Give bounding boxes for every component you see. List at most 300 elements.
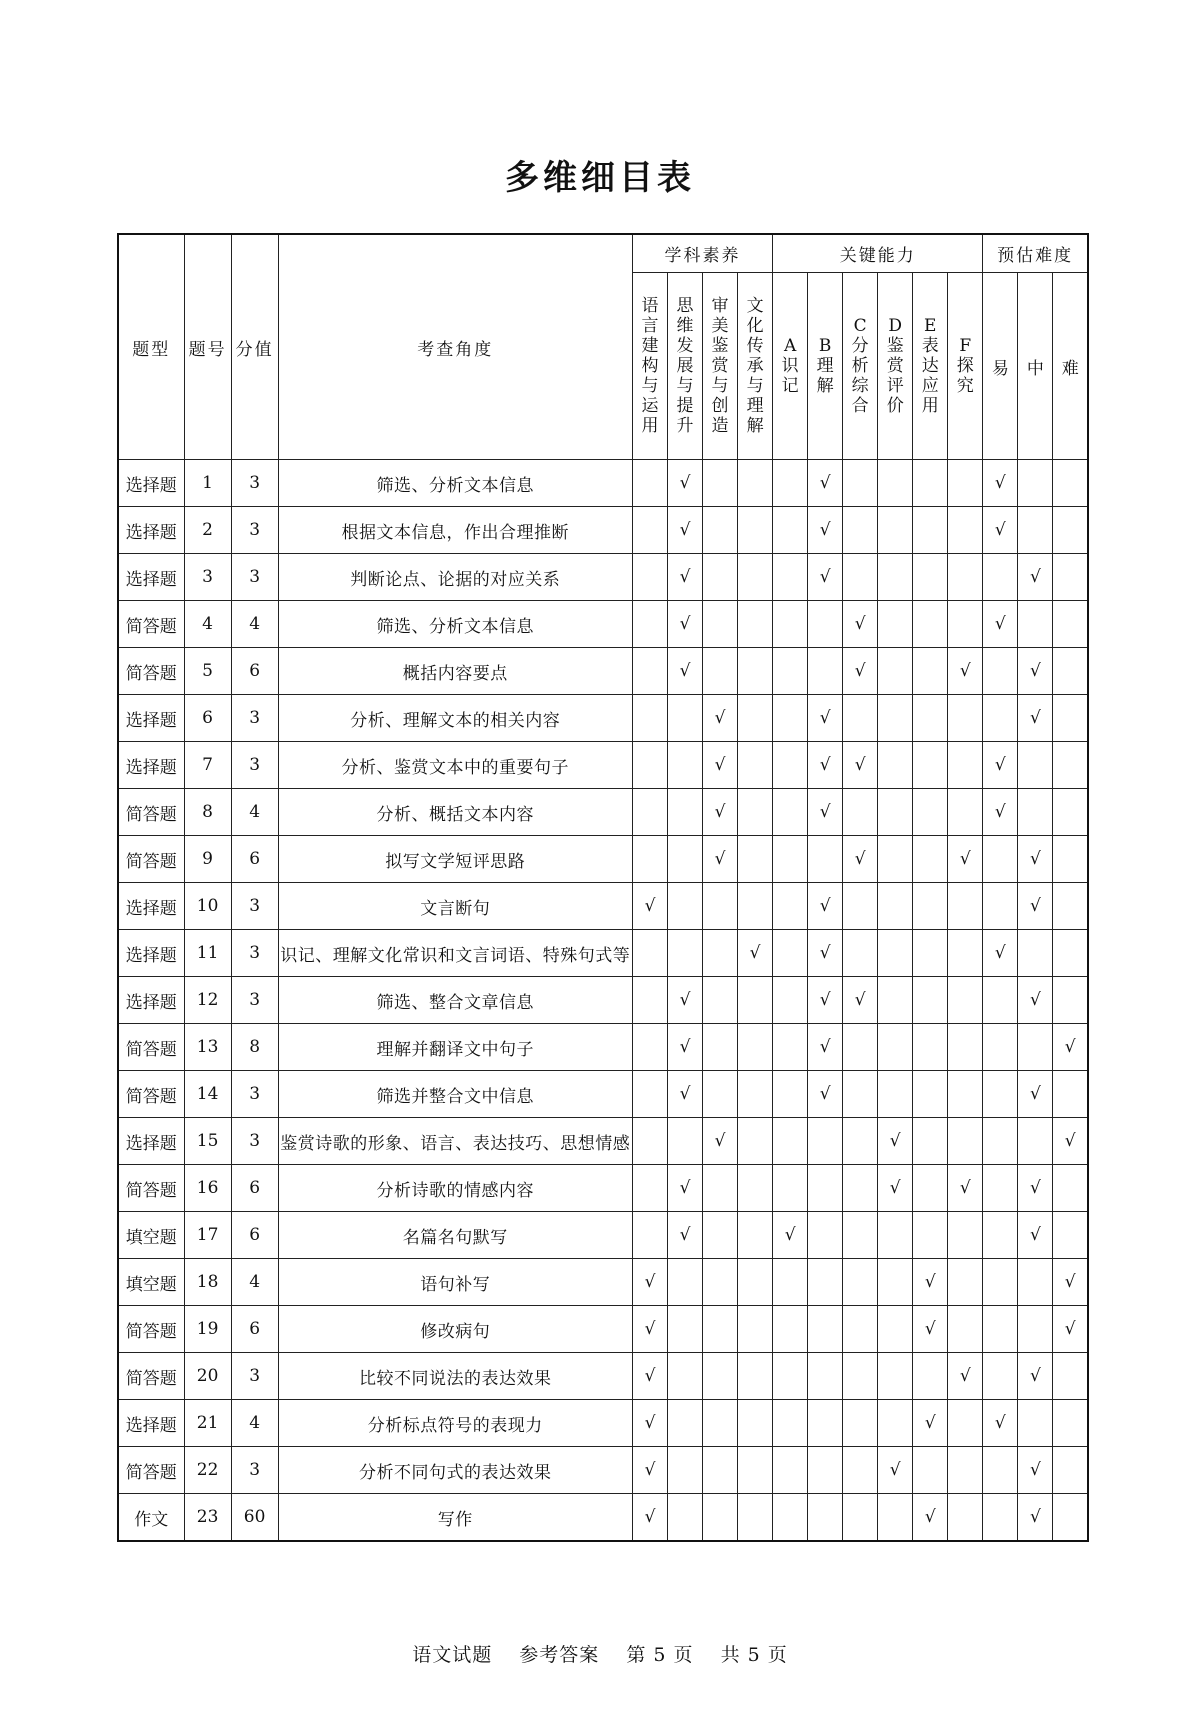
check-cell-literacy-3 — [703, 1494, 738, 1542]
check-cell-ability-1 — [773, 460, 808, 507]
check-cell-ability-4 — [878, 1259, 913, 1306]
check-mark: √ — [679, 1178, 691, 1198]
check-cell-ability-5 — [913, 507, 948, 554]
check-cell-difficulty-2 — [1018, 1259, 1053, 1306]
check-cell-ability-4 — [878, 507, 913, 554]
check-cell-literacy-4 — [738, 742, 773, 789]
row-score: 3 — [231, 1071, 278, 1118]
header-group-ability: 关键能力 — [773, 234, 983, 273]
check-mark: √ — [1029, 708, 1041, 728]
check-cell-ability-3 — [843, 554, 878, 601]
check-cell-ability-1 — [773, 883, 808, 930]
check-cell-literacy-1 — [632, 789, 667, 836]
check-cell-ability-3 — [843, 789, 878, 836]
row-angle: 分析诗歌的情感内容 — [278, 1165, 632, 1212]
check-cell-difficulty-1 — [983, 883, 1018, 930]
check-cell-ability-3 — [843, 695, 878, 742]
check-mark: √ — [854, 755, 866, 775]
check-cell-ability-3 — [843, 648, 878, 695]
row-angle: 语句补写 — [278, 1259, 632, 1306]
check-cell-ability-1 — [773, 1259, 808, 1306]
footer-page: 第 5 页 — [626, 1644, 694, 1666]
check-cell-ability-5 — [913, 1306, 948, 1353]
check-cell-ability-5 — [913, 930, 948, 977]
check-mark: √ — [819, 708, 831, 728]
row-score: 3 — [231, 1118, 278, 1165]
check-cell-literacy-3 — [703, 883, 738, 930]
check-cell-literacy-4 — [738, 1071, 773, 1118]
check-cell-ability-5 — [913, 460, 948, 507]
check-cell-ability-3 — [843, 1400, 878, 1447]
check-mark: √ — [679, 1084, 691, 1104]
check-cell-ability-2 — [808, 554, 843, 601]
check-cell-ability-6 — [948, 883, 983, 930]
check-cell-ability-4 — [878, 883, 913, 930]
check-cell-difficulty-1 — [983, 695, 1018, 742]
check-cell-difficulty-1 — [983, 1353, 1018, 1400]
check-cell-ability-2 — [808, 648, 843, 695]
check-mark: √ — [679, 1225, 691, 1245]
check-cell-literacy-2 — [668, 1494, 703, 1542]
table-row — [118, 1118, 1088, 1165]
check-cell-ability-6 — [948, 789, 983, 836]
check-cell-difficulty-1 — [983, 930, 1018, 977]
row-number: 9 — [184, 836, 231, 883]
check-cell-literacy-1 — [632, 836, 667, 883]
check-cell-ability-1 — [773, 836, 808, 883]
check-mark: √ — [994, 473, 1006, 493]
check-cell-difficulty-3 — [1053, 1494, 1088, 1542]
check-cell-ability-2 — [808, 1306, 843, 1353]
check-mark: √ — [1029, 1084, 1041, 1104]
check-cell-ability-6 — [948, 930, 983, 977]
check-mark: √ — [714, 708, 726, 728]
row-number: 12 — [184, 977, 231, 1024]
footer-answer: 参考答案 — [519, 1644, 600, 1666]
row-number: 6 — [184, 695, 231, 742]
header-literacy-4: 文化传承与理解 — [746, 296, 764, 436]
check-cell-difficulty-2 — [1018, 648, 1053, 695]
row-angle: 分析、概括文本内容 — [278, 789, 632, 836]
header-ability-b: B理解 — [816, 336, 834, 396]
check-mark: √ — [1064, 1131, 1076, 1151]
check-cell-literacy-2 — [668, 1071, 703, 1118]
check-cell-difficulty-2 — [1018, 1212, 1053, 1259]
check-cell-ability-5 — [913, 883, 948, 930]
check-cell-literacy-1 — [632, 648, 667, 695]
check-cell-difficulty-3 — [1053, 507, 1088, 554]
check-cell-ability-2 — [808, 1212, 843, 1259]
check-cell-literacy-1 — [632, 507, 667, 554]
check-cell-difficulty-3 — [1053, 460, 1088, 507]
check-cell-literacy-3 — [703, 789, 738, 836]
check-cell-literacy-1 — [632, 554, 667, 601]
check-cell-literacy-4 — [738, 836, 773, 883]
row-score: 3 — [231, 742, 278, 789]
check-cell-ability-2 — [808, 1353, 843, 1400]
check-cell-ability-4 — [878, 554, 913, 601]
row-number: 2 — [184, 507, 231, 554]
check-mark: √ — [819, 1084, 831, 1104]
check-mark: √ — [679, 473, 691, 493]
check-cell-literacy-2 — [668, 1212, 703, 1259]
check-cell-difficulty-3 — [1053, 883, 1088, 930]
check-cell-literacy-4 — [738, 1024, 773, 1071]
check-cell-literacy-4 — [738, 460, 773, 507]
check-cell-ability-4 — [878, 1118, 913, 1165]
row-angle: 判断论点、论据的对应关系 — [278, 554, 632, 601]
row-number: 15 — [184, 1118, 231, 1165]
check-cell-difficulty-2 — [1018, 883, 1053, 930]
check-cell-ability-6 — [948, 507, 983, 554]
check-cell-difficulty-2 — [1018, 836, 1053, 883]
check-cell-ability-1 — [773, 1118, 808, 1165]
check-cell-ability-1 — [773, 1447, 808, 1494]
check-cell-ability-2 — [808, 930, 843, 977]
check-mark: √ — [889, 1131, 901, 1151]
check-cell-ability-3 — [843, 742, 878, 789]
check-cell-ability-4 — [878, 1447, 913, 1494]
row-number: 7 — [184, 742, 231, 789]
check-cell-ability-5 — [913, 1400, 948, 1447]
check-cell-ability-2 — [808, 1400, 843, 1447]
row-score: 3 — [231, 460, 278, 507]
row-score: 4 — [231, 1259, 278, 1306]
check-cell-literacy-3 — [703, 1118, 738, 1165]
check-cell-ability-4 — [878, 1494, 913, 1542]
check-cell-difficulty-3 — [1053, 648, 1088, 695]
check-cell-ability-1 — [773, 1024, 808, 1071]
check-cell-literacy-3 — [703, 1447, 738, 1494]
spec-table — [117, 233, 1089, 1542]
check-cell-literacy-3 — [703, 460, 738, 507]
check-cell-ability-6 — [948, 1353, 983, 1400]
table-row — [118, 742, 1088, 789]
row-number: 10 — [184, 883, 231, 930]
row-number: 3 — [184, 554, 231, 601]
check-cell-ability-6 — [948, 648, 983, 695]
check-cell-literacy-3 — [703, 1024, 738, 1071]
check-cell-literacy-4 — [738, 507, 773, 554]
check-mark: √ — [1029, 896, 1041, 916]
header-literacy-1: 语言建构与运用 — [641, 296, 659, 436]
table-row — [118, 1494, 1088, 1542]
check-cell-difficulty-1 — [983, 1212, 1018, 1259]
row-number: 23 — [184, 1494, 231, 1542]
row-type: 填空题 — [118, 1259, 184, 1306]
check-cell-literacy-2 — [668, 1306, 703, 1353]
row-number: 17 — [184, 1212, 231, 1259]
check-mark: √ — [644, 1460, 656, 1480]
check-mark: √ — [644, 1272, 656, 1292]
check-cell-ability-1 — [773, 742, 808, 789]
row-type: 简答题 — [118, 1024, 184, 1071]
check-cell-difficulty-3 — [1053, 977, 1088, 1024]
check-mark: √ — [889, 1178, 901, 1198]
check-cell-ability-6 — [948, 1118, 983, 1165]
check-mark: √ — [714, 849, 726, 869]
check-cell-literacy-4 — [738, 789, 773, 836]
check-cell-ability-6 — [948, 1447, 983, 1494]
page-footer — [0, 1640, 1200, 1667]
check-mark: √ — [1029, 990, 1041, 1010]
check-mark: √ — [819, 1037, 831, 1057]
row-angle: 筛选、分析文本信息 — [278, 460, 632, 507]
check-cell-difficulty-1 — [983, 1400, 1018, 1447]
table-row — [118, 1259, 1088, 1306]
check-cell-ability-2 — [808, 977, 843, 1024]
check-mark: √ — [854, 661, 866, 681]
check-cell-ability-1 — [773, 1165, 808, 1212]
row-type: 简答题 — [118, 1306, 184, 1353]
check-cell-ability-1 — [773, 648, 808, 695]
table-row — [118, 1071, 1088, 1118]
check-mark: √ — [819, 802, 831, 822]
check-cell-difficulty-3 — [1053, 601, 1088, 648]
row-angle: 筛选、整合文章信息 — [278, 977, 632, 1024]
footer-subject: 语文试题 — [412, 1644, 493, 1666]
check-cell-ability-1 — [773, 554, 808, 601]
check-mark: √ — [959, 1366, 971, 1386]
check-cell-difficulty-1 — [983, 601, 1018, 648]
check-cell-difficulty-2 — [1018, 1165, 1053, 1212]
check-cell-literacy-2 — [668, 1447, 703, 1494]
check-cell-ability-3 — [843, 1259, 878, 1306]
check-mark: √ — [994, 943, 1006, 963]
check-mark: √ — [924, 1413, 936, 1433]
check-cell-ability-4 — [878, 1024, 913, 1071]
row-number: 21 — [184, 1400, 231, 1447]
check-cell-ability-6 — [948, 460, 983, 507]
check-cell-ability-6 — [948, 977, 983, 1024]
check-mark: √ — [819, 990, 831, 1010]
check-cell-ability-5 — [913, 601, 948, 648]
table-row — [118, 695, 1088, 742]
check-mark: √ — [1029, 1507, 1041, 1527]
table-row — [118, 554, 1088, 601]
check-mark: √ — [819, 520, 831, 540]
check-cell-difficulty-2 — [1018, 1400, 1053, 1447]
row-type: 选择题 — [118, 695, 184, 742]
row-number: 18 — [184, 1259, 231, 1306]
check-cell-difficulty-2 — [1018, 977, 1053, 1024]
check-cell-literacy-1 — [632, 1447, 667, 1494]
check-cell-ability-4 — [878, 601, 913, 648]
check-cell-difficulty-2 — [1018, 1071, 1053, 1118]
check-cell-literacy-2 — [668, 1118, 703, 1165]
check-cell-literacy-4 — [738, 1165, 773, 1212]
row-angle: 筛选、分析文本信息 — [278, 601, 632, 648]
check-cell-ability-6 — [948, 695, 983, 742]
row-score: 3 — [231, 977, 278, 1024]
check-cell-difficulty-2 — [1018, 930, 1053, 977]
row-score: 6 — [231, 1306, 278, 1353]
check-cell-ability-3 — [843, 507, 878, 554]
check-cell-literacy-2 — [668, 1165, 703, 1212]
check-cell-ability-5 — [913, 977, 948, 1024]
check-cell-difficulty-3 — [1053, 1400, 1088, 1447]
check-cell-ability-2 — [808, 836, 843, 883]
check-mark: √ — [819, 755, 831, 775]
check-mark: √ — [819, 473, 831, 493]
row-type: 选择题 — [118, 930, 184, 977]
header-angle: 考查角度 — [278, 234, 632, 460]
row-type: 选择题 — [118, 1118, 184, 1165]
check-mark: √ — [959, 849, 971, 869]
check-cell-ability-3 — [843, 883, 878, 930]
check-cell-difficulty-3 — [1053, 742, 1088, 789]
check-cell-ability-5 — [913, 1494, 948, 1542]
check-mark: √ — [1029, 567, 1041, 587]
table-row — [118, 1353, 1088, 1400]
check-cell-literacy-4 — [738, 1306, 773, 1353]
check-cell-ability-4 — [878, 695, 913, 742]
check-cell-literacy-3 — [703, 1071, 738, 1118]
row-angle: 概括内容要点 — [278, 648, 632, 695]
check-cell-literacy-1 — [632, 601, 667, 648]
check-mark: √ — [924, 1507, 936, 1527]
table-row — [118, 507, 1088, 554]
check-cell-difficulty-2 — [1018, 554, 1053, 601]
check-mark: √ — [679, 520, 691, 540]
row-score: 3 — [231, 695, 278, 742]
table-row — [118, 883, 1088, 930]
row-score: 6 — [231, 648, 278, 695]
row-number: 22 — [184, 1447, 231, 1494]
row-type: 选择题 — [118, 554, 184, 601]
row-angle: 写作 — [278, 1494, 632, 1542]
check-mark: √ — [644, 896, 656, 916]
check-cell-literacy-3 — [703, 1259, 738, 1306]
check-cell-literacy-3 — [703, 1306, 738, 1353]
row-type: 选择题 — [118, 883, 184, 930]
check-cell-literacy-1 — [632, 1494, 667, 1542]
header-difficulty-medium: 中 — [1026, 358, 1044, 379]
check-mark: √ — [994, 520, 1006, 540]
row-angle: 分析、理解文本的相关内容 — [278, 695, 632, 742]
check-cell-ability-1 — [773, 1353, 808, 1400]
row-angle: 比较不同说法的表达效果 — [278, 1353, 632, 1400]
check-mark: √ — [1029, 1460, 1041, 1480]
check-cell-ability-1 — [773, 789, 808, 836]
row-type: 简答题 — [118, 789, 184, 836]
row-type: 简答题 — [118, 836, 184, 883]
check-cell-literacy-2 — [668, 648, 703, 695]
table-row — [118, 601, 1088, 648]
check-cell-literacy-3 — [703, 930, 738, 977]
check-cell-literacy-2 — [668, 883, 703, 930]
check-cell-ability-3 — [843, 1165, 878, 1212]
table-row — [118, 1165, 1088, 1212]
check-cell-ability-1 — [773, 930, 808, 977]
check-mark: √ — [784, 1225, 796, 1245]
check-cell-ability-2 — [808, 1494, 843, 1542]
check-cell-literacy-3 — [703, 648, 738, 695]
check-cell-ability-2 — [808, 601, 843, 648]
check-cell-difficulty-2 — [1018, 695, 1053, 742]
check-cell-ability-1 — [773, 695, 808, 742]
check-cell-difficulty-1 — [983, 1494, 1018, 1542]
row-angle: 根据文本信息，作出合理推断 — [278, 507, 632, 554]
check-mark: √ — [1064, 1319, 1076, 1339]
check-cell-ability-4 — [878, 460, 913, 507]
header-number: 题号 — [184, 234, 231, 460]
check-cell-difficulty-1 — [983, 648, 1018, 695]
check-cell-ability-4 — [878, 1212, 913, 1259]
check-cell-difficulty-2 — [1018, 601, 1053, 648]
row-score: 6 — [231, 1165, 278, 1212]
check-cell-literacy-4 — [738, 977, 773, 1024]
check-cell-literacy-3 — [703, 1165, 738, 1212]
check-cell-literacy-1 — [632, 1118, 667, 1165]
check-cell-difficulty-1 — [983, 1118, 1018, 1165]
check-cell-literacy-4 — [738, 1494, 773, 1542]
check-mark: √ — [679, 614, 691, 634]
check-cell-literacy-4 — [738, 554, 773, 601]
check-cell-ability-5 — [913, 648, 948, 695]
header-score: 分值 — [231, 234, 278, 460]
check-cell-ability-1 — [773, 1071, 808, 1118]
check-cell-ability-6 — [948, 1494, 983, 1542]
check-cell-difficulty-2 — [1018, 460, 1053, 507]
check-cell-ability-2 — [808, 789, 843, 836]
header-group-difficulty: 预估难度 — [983, 234, 1088, 273]
row-angle: 识记、理解文化常识和文言词语、特殊句式等 — [278, 930, 632, 977]
check-cell-ability-4 — [878, 1071, 913, 1118]
table-row — [118, 930, 1088, 977]
check-cell-literacy-2 — [668, 507, 703, 554]
check-cell-literacy-1 — [632, 1306, 667, 1353]
check-cell-ability-1 — [773, 977, 808, 1024]
check-cell-ability-6 — [948, 1259, 983, 1306]
check-mark: √ — [1029, 1225, 1041, 1245]
check-cell-literacy-3 — [703, 601, 738, 648]
check-cell-ability-3 — [843, 601, 878, 648]
check-cell-literacy-2 — [668, 742, 703, 789]
check-cell-difficulty-1 — [983, 836, 1018, 883]
check-cell-literacy-4 — [738, 1447, 773, 1494]
check-cell-ability-6 — [948, 1306, 983, 1353]
check-cell-literacy-2 — [668, 554, 703, 601]
row-angle: 筛选并整合文中信息 — [278, 1071, 632, 1118]
check-cell-difficulty-1 — [983, 742, 1018, 789]
check-cell-literacy-1 — [632, 1353, 667, 1400]
check-cell-literacy-2 — [668, 836, 703, 883]
check-cell-ability-1 — [773, 1494, 808, 1542]
check-cell-difficulty-1 — [983, 789, 1018, 836]
check-cell-difficulty-2 — [1018, 742, 1053, 789]
check-cell-ability-6 — [948, 1212, 983, 1259]
check-mark: √ — [1029, 1366, 1041, 1386]
check-cell-ability-5 — [913, 1212, 948, 1259]
check-cell-difficulty-3 — [1053, 1212, 1088, 1259]
check-cell-difficulty-2 — [1018, 789, 1053, 836]
check-cell-ability-4 — [878, 977, 913, 1024]
row-angle: 鉴赏诗歌的形象、语言、表达技巧、思想情感 — [278, 1118, 632, 1165]
check-cell-ability-2 — [808, 507, 843, 554]
check-cell-ability-2 — [808, 742, 843, 789]
row-number: 11 — [184, 930, 231, 977]
check-cell-literacy-2 — [668, 1024, 703, 1071]
check-cell-literacy-1 — [632, 1400, 667, 1447]
check-cell-difficulty-1 — [983, 1024, 1018, 1071]
check-cell-ability-2 — [808, 460, 843, 507]
row-type: 填空题 — [118, 1212, 184, 1259]
check-cell-ability-5 — [913, 1118, 948, 1165]
check-cell-literacy-4 — [738, 695, 773, 742]
check-cell-literacy-2 — [668, 601, 703, 648]
check-mark: √ — [959, 1178, 971, 1198]
